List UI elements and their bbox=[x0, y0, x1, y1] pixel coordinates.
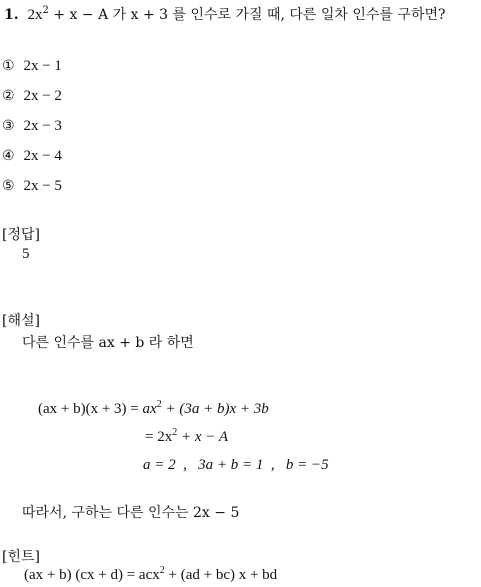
choice-text: 2x − 3 bbox=[23, 118, 62, 134]
hint-exponent: 2 bbox=[159, 565, 165, 576]
line1-rhs-b: + (3a + b)x + 3b bbox=[161, 401, 269, 417]
choice-5[interactable] bbox=[2, 178, 62, 195]
line1-exponent: 2 bbox=[156, 399, 162, 410]
choice-text: 2x − 1 bbox=[23, 58, 62, 74]
hint-label: [힌트] bbox=[2, 549, 40, 565]
choice-marker: ③ bbox=[2, 118, 15, 134]
choice-text: 2x − 2 bbox=[23, 88, 62, 104]
line2-a: = 2x bbox=[145, 429, 173, 445]
question-text-rest: + x − A 가 x + 3 를 인수로 가질 때, 다른 일차 인수를 구하면? bbox=[48, 7, 446, 23]
explanation-label: [해설] bbox=[2, 313, 40, 329]
choice-marker: ⑤ bbox=[2, 178, 15, 194]
question bbox=[4, 4, 446, 24]
question-text-start: 2x bbox=[27, 7, 43, 23]
explanation-line-2 bbox=[145, 429, 228, 446]
choice-marker: ② bbox=[2, 88, 15, 104]
choice-3[interactable] bbox=[2, 118, 62, 135]
answer-value: 5 bbox=[22, 246, 30, 262]
hint-formula-b: + (ad + bc) x + bd bbox=[164, 567, 278, 583]
choice-text: 2x − 4 bbox=[23, 148, 62, 164]
hint-formula-a: (ax + b) (cx + d) = acx bbox=[24, 567, 160, 583]
choice-4[interactable] bbox=[2, 148, 62, 165]
choice-2[interactable] bbox=[2, 88, 62, 105]
line2-exponent: 2 bbox=[172, 427, 178, 438]
explanation-line-3: a = 2 , 3a + b = 1 , b = −5 bbox=[143, 457, 329, 473]
choice-marker: ④ bbox=[2, 148, 15, 164]
choice-text: 2x − 5 bbox=[23, 178, 62, 194]
question-exponent: 2 bbox=[42, 5, 49, 16]
explanation-intro: 다른 인수를 ax + b 라 하면 bbox=[22, 335, 194, 351]
choice-1[interactable] bbox=[2, 58, 62, 75]
answer-label: [정답] bbox=[2, 227, 40, 243]
line2-b: + x − A bbox=[177, 429, 229, 445]
choice-marker: ① bbox=[2, 58, 15, 74]
line1-lhs: (ax + b)(x + 3) = bbox=[38, 401, 143, 417]
hint-formula bbox=[24, 567, 277, 584]
explanation-line-1 bbox=[38, 401, 269, 418]
question-number: 1. bbox=[4, 7, 19, 23]
explanation-conclusion: 따라서, 구하는 다른 인수는 2x − 5 bbox=[22, 505, 240, 521]
line1-rhs-a: ax bbox=[142, 401, 157, 417]
